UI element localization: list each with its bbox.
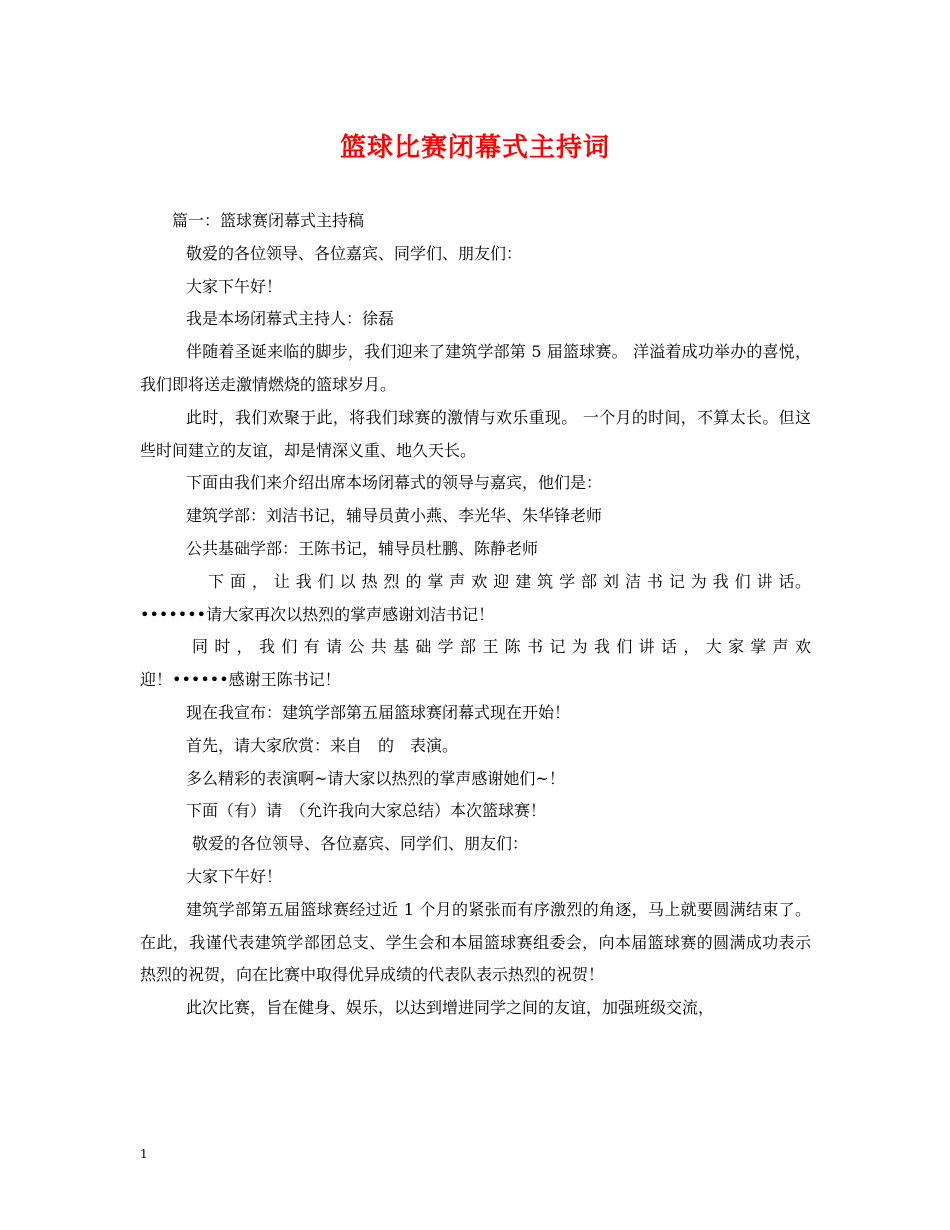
paragraph: 我是本场闭幕式主持人：徐磊 <box>186 309 395 329</box>
paragraph: 敬爱的各位领导、各位嘉宾、同学们、朋友们： <box>186 243 523 263</box>
paragraph: 敬爱的各位领导、各位嘉宾、同学们、朋友们： <box>192 834 529 854</box>
page-number: 1 <box>140 1147 148 1161</box>
paragraph: 大家下午好！ <box>186 866 283 886</box>
paragraph: 大家下午好！ <box>186 276 283 296</box>
paragraph: 此次比赛，旨在健身、娱乐，以达到增进同学之间的友谊，加强班级交流， <box>186 998 715 1018</box>
paragraph: 同 时 ， 我 们 有 请 公 共 基 础 学 部 王 陈 书 记 为 我 们 讲 话 ， 大 家 掌 声 欢 迎！••••••感谢王陈书记！ <box>140 637 811 690</box>
paragraph: 伴随着圣诞来临的脚步，我们迎来了建筑学部第 5 届篮球赛。 洋溢着成功举办的喜悦，我们即将送走激情燃烧的篮球岁月。 <box>140 342 811 394</box>
paragraph: 建筑学部第五届篮球赛经过近 1 个月的紧张而有序激烈的角逐，马上就要圆满结束了。在此，我谨代表建筑学部团总支、学生会和本届篮球赛组委会，向本届篮球赛的圆满成功表示热烈的祝贺，向在比赛中取得优异成绩的代表队表示热烈的祝贺！ <box>140 899 811 985</box>
paragraph: 篇一：篮球赛闭幕式主持稿 <box>172 211 365 230</box>
paragraph: 建筑学部：刘洁书记，辅导员黄小燕、李光华、朱华锋老师 <box>186 506 603 526</box>
paragraph: 多么精彩的表演啊~请大家以热烈的掌声感谢她们~！ <box>186 768 565 788</box>
paragraph: 下面由我们来介绍出席本场闭幕式的领导与嘉宾，他们是： <box>186 473 603 493</box>
page-title: 篮球比赛闭幕式主持词 <box>339 133 610 163</box>
paragraph: 此时，我们欢聚于此，将我们球赛的激情与欢乐重现。 一个月的时间，不算太长。但这些时间建立的友谊，却是情深义重、地久天长。 <box>140 407 811 460</box>
paragraph: 下 面 ， 让 我 们 以 热 烈 的 掌 声 欢 迎 建 筑 学 部 刘 洁 书 记 为 我 们 讲 话。•••••••请大家再次以热烈的掌声感谢刘洁书记！ <box>140 571 811 624</box>
document-body <box>140 205 811 1025</box>
paragraph: 现在我宣布：建筑学部第五届篮球赛闭幕式现在开始！ <box>186 702 571 722</box>
paragraph: 公共基础学部：王陈书记，辅导员杜鹏、陈静老师 <box>186 538 539 558</box>
paragraph: 下面（有）请 （允许我向大家总结）本次篮球赛！ <box>186 801 547 821</box>
paragraph: 首先，请大家欣赏：来自 的 表演。 <box>186 735 459 755</box>
